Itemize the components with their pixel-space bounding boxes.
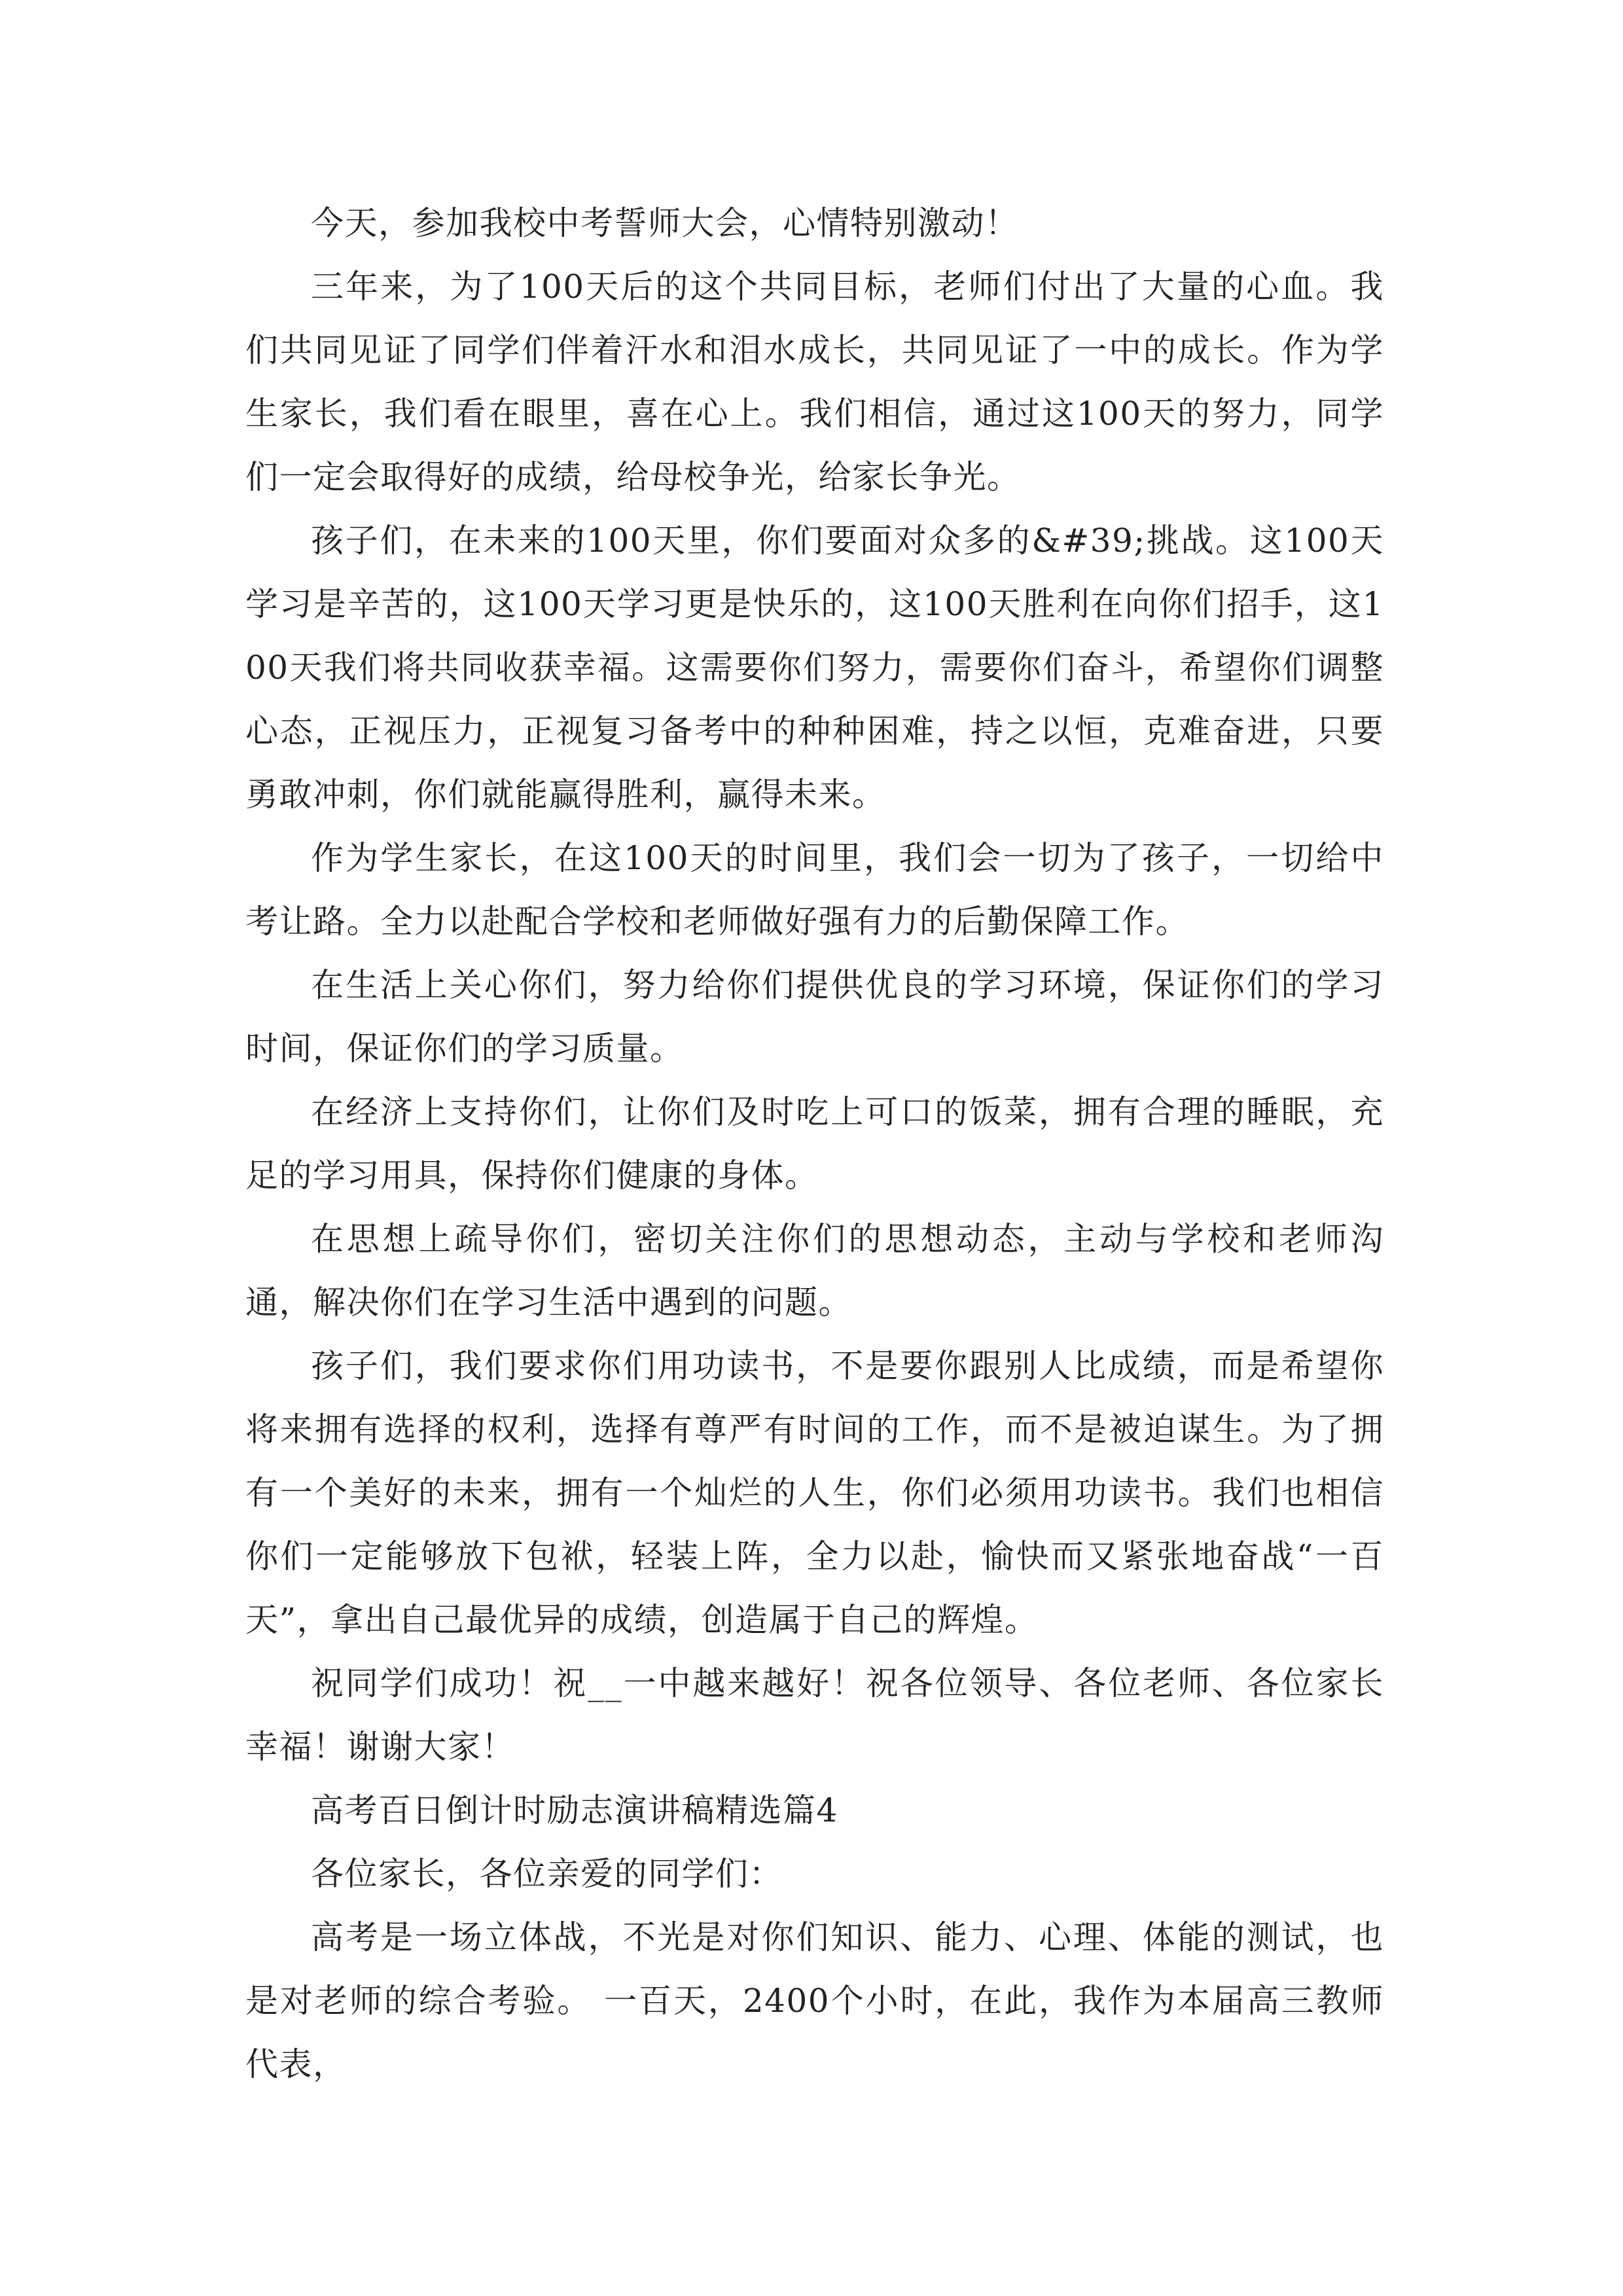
paragraph-opening: 今天，参加我校中考誓师大会，心情特别激动！ [311, 204, 1019, 242]
section-heading: 高考百日倒计时励志演讲稿精选篇4 [311, 1791, 838, 1829]
paragraph-study-hard: 孩子们，我们要求你们用功读书，不是要你跟别人比成绩，而是希望你将来拥有选择的权利，选择有尊严有时间的工作，而不是被迫谋生。为了拥有一个美好的未来，拥有一个灿烂的人生，你们必须用功读书。我们也相信你们一定能够放下包袱，轻装上阵，全力以赴，愉快而又紧张地奋战“一百天”，拿出自己最优异的成绩，创造属于自己的辉煌。 [245, 1347, 1384, 1639]
paragraph-parent-support: 作为学生家长，在这100天的时间里，我们会一切为了孩子，一切给中考让路。全力以赴配合学校和老师做好强有力的后勤保障工作。 [245, 839, 1384, 941]
paragraph-economic-support: 在经济上支持你们，让你们及时吃上可口的饭菜，拥有合理的睡眠，充足的学习用具，保持你们健康的身体。 [245, 1093, 1384, 1194]
paragraph-thought-guidance: 在思想上疏导你们，密切关注你们的思想动态，主动与学校和老师沟通，解决你们在学习生活中遇到的问题。 [245, 1220, 1384, 1321]
paragraph-greeting: 各位家长，各位亲爱的同学们： [311, 1855, 783, 1893]
paragraph-challenges: 孩子们，在未来的100天里，你们要面对众多的&#39;挑战。这100天学习是辛苦的，这100天学习更是快乐的，这100天胜利在向你们招手，这100天我们将共同收获幸福。这需要你们努力，需要你们奋斗，希望你们调整心态，正视压力，正视复习备考中的种种困难，持之以恒，克难奋进，只要勇敢冲刺，你们就能赢得胜利，赢得未来。 [245, 522, 1384, 814]
paragraph-life-care: 在生活上关心你们，努力给你们提供优良的学习环境，保证你们的学习时间，保证你们的学习质量。 [245, 966, 1384, 1067]
paragraph-three-years: 三年来，为了100天后的这个共同目标，老师们付出了大量的心血。我们共同见证了同学们伴着汗水和泪水成长，共同见证了一中的成长。作为学生家长，我们看在眼里，喜在心上。我们相信，通过这100天的努力，同学们一定会取得好的成绩，给母校争光，给家长争光。 [245, 268, 1384, 496]
paragraph-gaokao: 高考是一场立体战，不光是对你们知识、能力、心理、体能的测试，也是对老师的综合考验。 一百天，2400个小时，在此，我作为本届高三教师代表， [245, 1918, 1384, 2083]
paragraph-closing-wishes: 祝同学们成功！祝__一中越来越好！祝各位领导、各位老师、各位家长幸福！谢谢大家！ [245, 1664, 1384, 1766]
document-body [245, 192, 1384, 2096]
